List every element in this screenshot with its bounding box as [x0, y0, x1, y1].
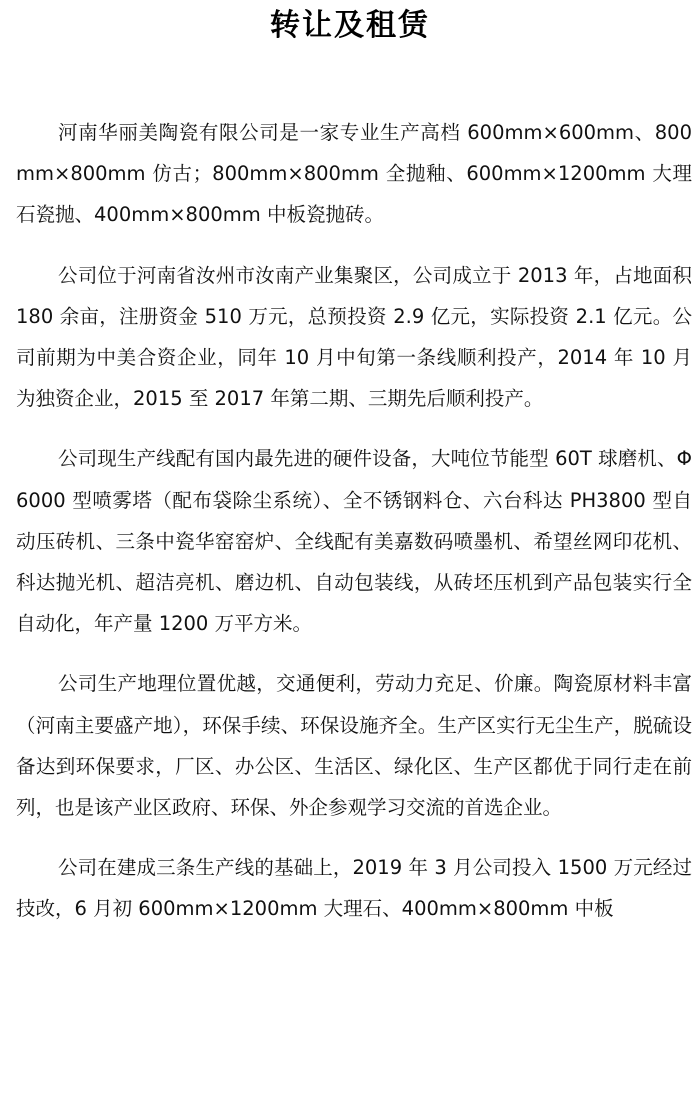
paragraph-company-history: 公司位于河南省汝州市汝南产业集聚区，公司成立于 2013 年，占地面积 180 余亩，注册资金 510 万元，总预投资 2.9 亿元，实际投资 2.1 亿元。公司前期为中美合资企业，同年 10 月中旬第一条线顺利投产，2014 年 10 月为独资企业，2015 至 2017 年第二期、三期先后顺利投产。 [16, 263, 692, 411]
paragraph-location-advantages: 公司生产地理位置优越，交通便利，劳动力充足、价廉。陶瓷原材料丰富（河南主要盛产地），环保手续、环保设施齐全。生产区实行无尘生产，脱硫设备达到环保要求，厂区、办公区、生活区、绿化区、生产区都优于同行走在前列，也是该产业区政府、环保、外企参观学习交流的首选企业。 [16, 672, 692, 820]
paragraph-technical-upgrade: 公司在建成三条生产线的基础上，2019 年 3 月公司投入 1500 万元经过技改，6 月初 600mm×1200mm 大理石、400mm×800mm 中板 [16, 856, 692, 921]
document-body [16, 112, 692, 949]
paragraph-production-equipment: 公司现生产线配有国内最先进的硬件设备，大吨位节能型 60T 球磨机、Φ6000 型喷雾塔（配布袋除尘系统）、全不锈钢料仓、六台科达 PH3800 型自动压砖机、三条中瓷华窑窑炉、全线配有美嘉数码喷墨机、希望丝网印花机、科达抛光机、超洁亮机、磨边机、自动包装线，从砖坯压机到产品包装实行全自动化，年产量 1200 万平方米。 [16, 447, 692, 636]
page-title: 转让及租赁 [270, 8, 430, 43]
paragraph-company-products: 河南华丽美陶瓷有限公司是一家专业生产高档 600mm×600mm、800mm×800mm 仿古；800mm×800mm 全抛釉、600mm×1200mm 大理石瓷抛、400mm×800mm 中板瓷抛砖。 [16, 121, 692, 227]
